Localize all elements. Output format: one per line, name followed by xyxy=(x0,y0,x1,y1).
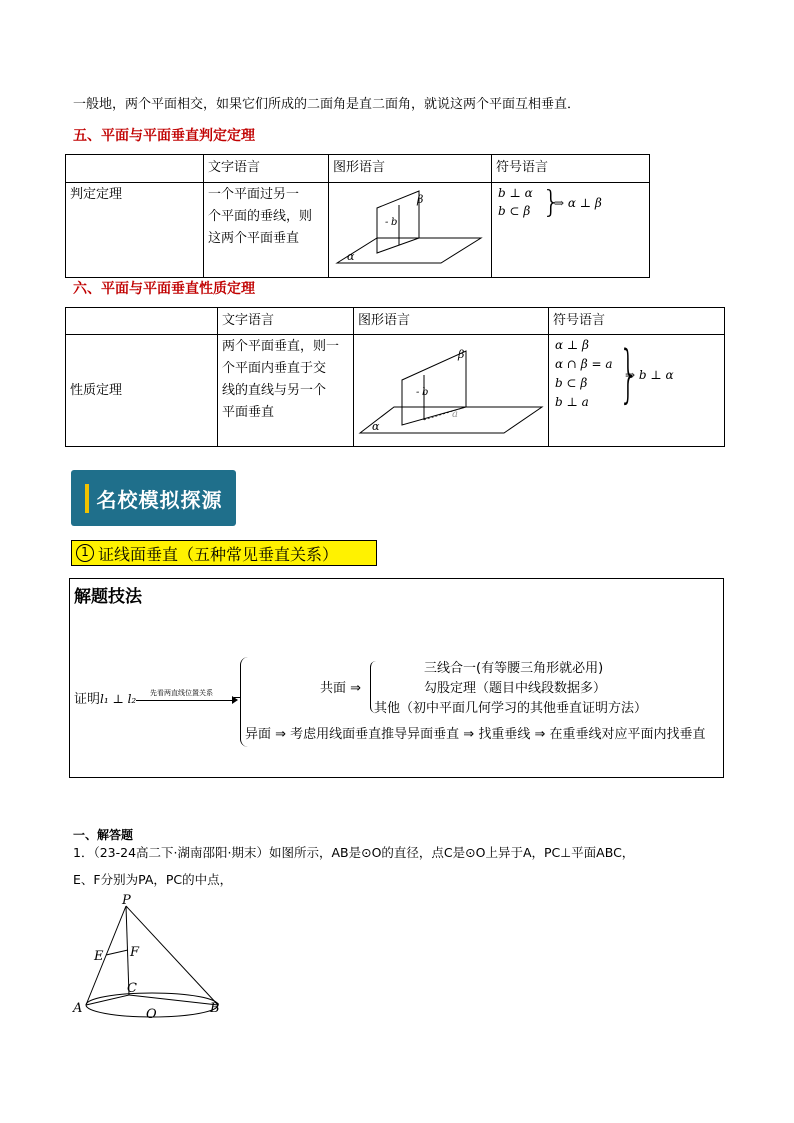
symbol-line: b ⊂ β xyxy=(498,204,531,218)
point-B-label: B xyxy=(210,1001,220,1016)
judgement-text-line: 这两个平面垂直 xyxy=(208,231,300,246)
section6-body-row xyxy=(66,335,725,447)
property-symbols: α ⊥ β α ∩ β = a b ⊂ β b ⊥ a } ⇒ b ⊥ α xyxy=(549,335,725,447)
cone-figure xyxy=(70,892,230,1026)
coplanar-item: 其他（初中平面几何学习的其他垂直证明方法） xyxy=(374,701,648,716)
row-label-judgement: 判定定理 xyxy=(66,183,204,278)
plane-perpendicular-figure xyxy=(329,183,489,273)
method-box xyxy=(69,578,724,778)
section5-header-row xyxy=(66,155,650,183)
method-title: 解题技法 xyxy=(74,587,142,607)
b-label: b xyxy=(422,387,429,398)
symbol-result: ⇒ b ⊥ α xyxy=(625,368,674,382)
exercise-heading: 一、解答题 xyxy=(73,828,134,842)
point-P-label: P xyxy=(122,893,131,908)
svg-text:-: - xyxy=(416,387,420,398)
symbol-line: b ⊥ a xyxy=(555,395,589,409)
header-text-language: 文字语言 xyxy=(218,308,354,335)
point-A-label: A xyxy=(73,1001,83,1016)
beta-label: β xyxy=(458,348,465,361)
point-F-label: F xyxy=(130,945,140,960)
symbol-result: ⇒ α ⊥ β xyxy=(554,196,602,210)
plane-property-figure xyxy=(354,335,548,442)
symbol-line: b ⊂ β xyxy=(555,376,588,390)
intro-text: 一般地，两个平面相交，如果它们所成的二面角是直二面角，就说这两个平面互相垂直． xyxy=(73,97,581,112)
header-symbol-language: 符号语言 xyxy=(549,308,725,335)
property-text-line: 两个平面垂直，则一 xyxy=(222,339,340,354)
property-figure xyxy=(354,335,549,447)
svg-text:-: - xyxy=(385,217,389,228)
beta-label: β xyxy=(417,193,424,206)
judgement-text-line: 一个平面过另一 xyxy=(208,187,300,202)
l1-l2-formula: l₁ ⊥ l₂ xyxy=(100,692,137,706)
property-text-line: 平面垂直 xyxy=(222,405,275,420)
header-symbol-language: 符号语言 xyxy=(492,155,650,183)
section5-title: 五、平面与平面垂直判定定理 xyxy=(73,128,255,144)
header-text-language: 文字语言 xyxy=(204,155,329,183)
header-empty xyxy=(66,308,218,335)
judgement-text-line: 个平面的垂线，则 xyxy=(208,209,313,224)
point-C-label: C xyxy=(127,981,137,996)
property-text-line: 个平面内垂直于交 xyxy=(222,361,327,376)
section6-title: 六、平面与平面垂直性质定理 xyxy=(73,281,255,297)
banner-label: 名校模拟探源 xyxy=(85,484,223,513)
coplanar-item: 勾股定理（题目中线段数据多） xyxy=(424,681,607,696)
coplanar-label: 共面 ⇒ xyxy=(320,681,362,696)
header-figure-language: 图形语言 xyxy=(354,308,549,335)
b-label: b xyxy=(391,217,398,228)
question-1-line2: E、F分别为PA，PC的中点， xyxy=(73,872,233,887)
prove-label: 证明l₁ ⊥ l₂ xyxy=(74,692,137,707)
section5-table xyxy=(65,154,650,278)
famous-school-banner xyxy=(71,470,236,526)
skew-label: 异面 ⇒ 考虑用线面垂直推导异面垂直 ⇒ 找重垂线 ⇒ 在重垂线对应平面内找垂直 xyxy=(245,727,706,742)
question-1-line1: 1．（23-24高二下·湖南邵阳·期末）如图所示，AB是⊙O的直径，点C是⊙O上异于A，PC⊥平面ABC， xyxy=(73,845,635,860)
alpha-label: α xyxy=(347,250,355,263)
topic-text: 证线面垂直（五种常见垂直关系） xyxy=(98,544,339,564)
a-label: a xyxy=(452,409,458,420)
topic-bar xyxy=(71,540,377,566)
header-empty xyxy=(66,155,204,183)
topic-number-circle: 1 xyxy=(76,544,94,562)
row-label-property: 性质定理 xyxy=(66,335,218,447)
header-figure-language: 图形语言 xyxy=(329,155,492,183)
judgement-figure xyxy=(329,183,492,278)
section6-table xyxy=(65,307,725,447)
symbol-line: α ∩ β = a xyxy=(555,357,613,371)
position-arrow xyxy=(136,689,238,700)
section5-body-row xyxy=(66,183,650,278)
symbol-line: α ⊥ β xyxy=(555,338,589,352)
coplanar-item: 三线合一(有等腰三角形就必用) xyxy=(424,661,604,676)
judgement-symbols: b ⊥ α b ⊂ β } ⇒ α ⊥ β xyxy=(492,183,650,278)
arrow-note: 先看两直线位置关系 xyxy=(150,689,213,697)
property-text xyxy=(218,335,354,447)
point-E-label: E xyxy=(94,949,104,964)
judgement-text xyxy=(204,183,329,278)
point-O-label: O xyxy=(146,1007,157,1022)
symbol-line: b ⊥ α xyxy=(498,186,533,200)
section6-header-row xyxy=(66,308,725,335)
alpha-label: α xyxy=(372,420,380,433)
property-text-line: 线的直线与另一个 xyxy=(222,383,327,398)
